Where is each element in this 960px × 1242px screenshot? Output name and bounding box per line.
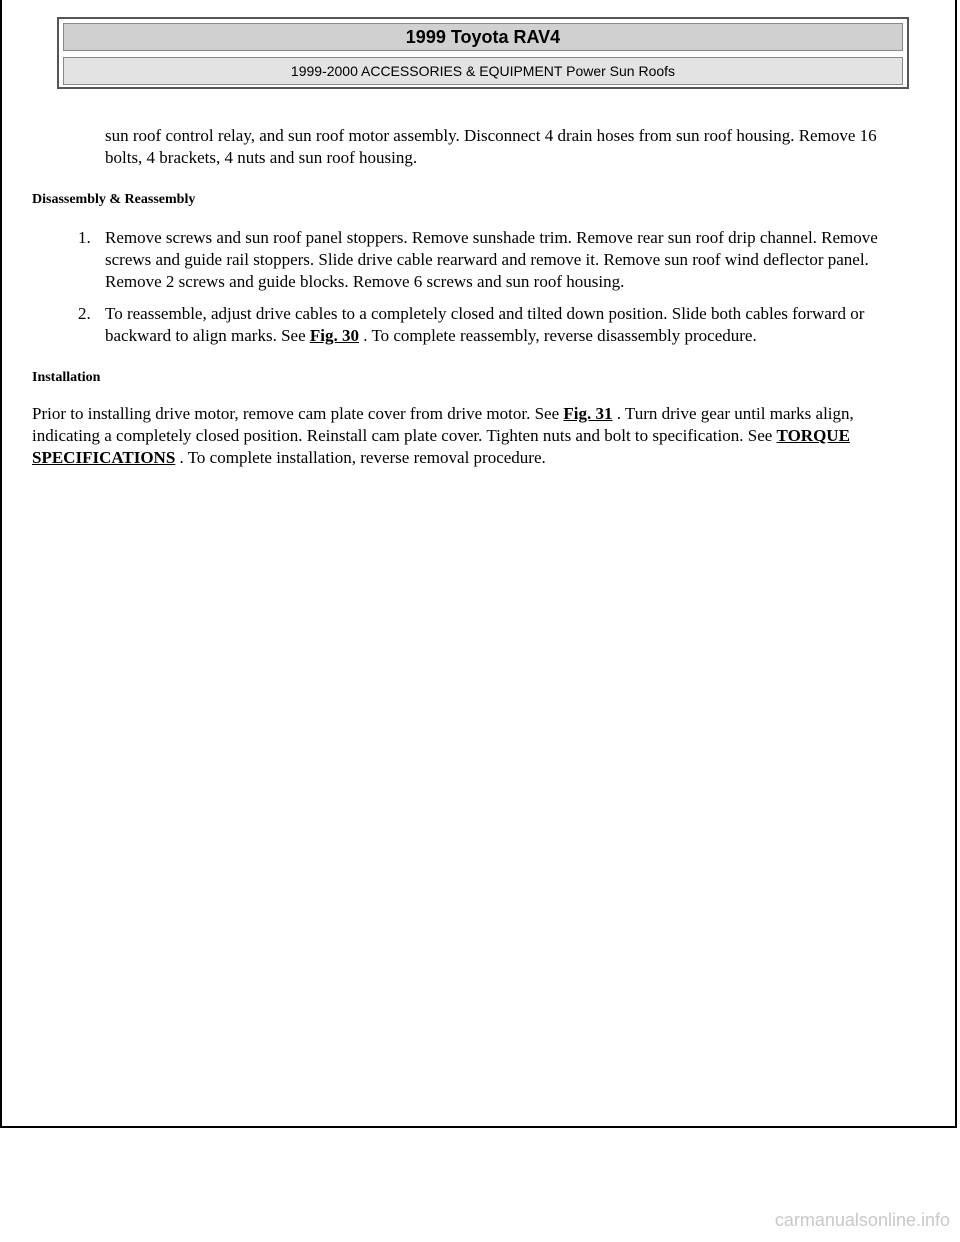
installation-heading: Installation <box>32 370 101 385</box>
intro-paragraph: sun roof control relay, and sun roof motor assembly. Disconnect 4 drain hoses from sun roof housing. Remove 16 bolts, 4 brackets, 4 nuts and sun roof housing. <box>105 126 877 167</box>
installation-text-before: Prior to installing drive motor, remove cam plate cover from drive motor. See <box>32 404 564 423</box>
header-title: 1999 Toyota RAV4 <box>63 23 903 51</box>
step-text-after: . To complete reassembly, reverse disassembly procedure. <box>359 326 757 345</box>
disassembly-steps <box>32 227 912 347</box>
fig-30-link[interactable]: Fig. 30 <box>309 326 359 345</box>
step-number: 1. <box>78 228 91 247</box>
installation-paragraph <box>32 403 912 469</box>
step-text-before: To reassemble, adjust drive cables to a completely closed and tilted down position. Slide both cables forward or backward to align marks. See <box>105 304 865 345</box>
step-item <box>78 303 912 347</box>
document-body <box>32 125 912 469</box>
step-number: 2. <box>78 304 91 323</box>
installation-text-middle: . Turn drive gear until marks align, indicating a completely closed position. Reinstall cam plate cover. Tighten nuts and bolt to specification. See <box>32 404 854 445</box>
installation-text-after: . To complete installation, reverse removal procedure. <box>175 448 546 467</box>
header-subtitle: 1999-2000 ACCESSORIES & EQUIPMENT Power Sun Roofs <box>63 57 903 85</box>
fig-31-link[interactable]: Fig. 31 <box>563 404 613 423</box>
torque-specifications-link[interactable]: TORQUE SPECIFICATIONS <box>32 426 850 467</box>
disassembly-heading: Disassembly & Reassembly <box>32 192 196 207</box>
watermark: carmanualsonline.info <box>774 1210 950 1230</box>
step-text: Remove screws and sun roof panel stoppers. Remove sunshade trim. Remove rear sun roof drip channel. Remove screws and guide rail stoppers. Slide drive cable rearward and remove it. Remove sun roof wind deflector panel. Remove 2 screws and guide blocks. Remove 6 screws and sun roof housing. <box>105 228 878 291</box>
step-item <box>78 227 912 293</box>
document-header <box>57 17 909 89</box>
